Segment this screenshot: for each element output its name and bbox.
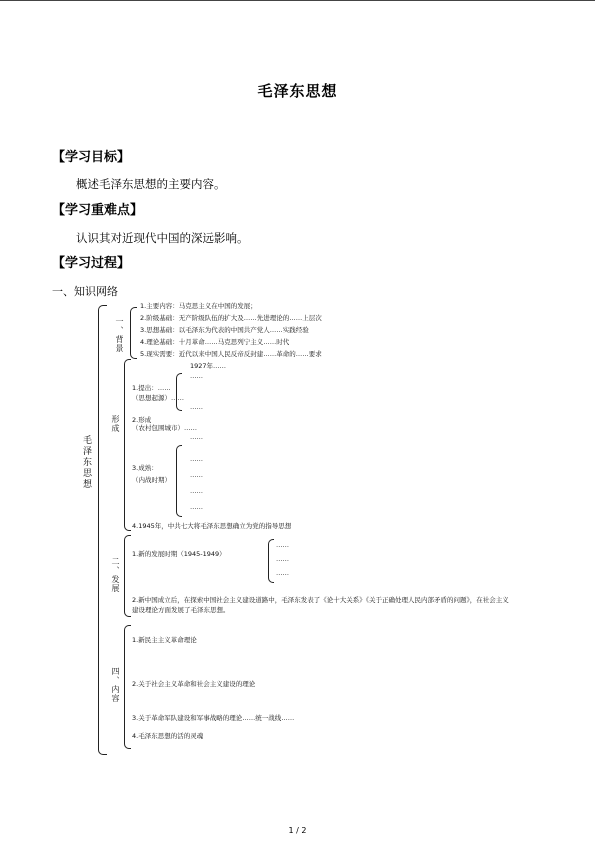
network-line: 3.成熟： <box>132 464 158 472</box>
branch-bracket-1 <box>130 307 137 359</box>
network-line: 1.主要内容：马克思主义在中国的发展； <box>140 302 257 310</box>
network-line: 4.毛泽东思想的活的灵魂 <box>132 732 204 740</box>
branch-label-development: 二、发展 <box>111 557 120 593</box>
network-line: （农村包围城市）…… <box>132 424 197 432</box>
top-rule <box>0 0 595 1</box>
network-line: 2.关于社会主义革命和社会主义建设的理论 <box>132 680 256 688</box>
network-line: 1.提出：…… <box>132 384 171 392</box>
key-points-heading: 【学习重难点】 <box>52 203 144 218</box>
branch-label-background: 一、背景 <box>115 317 124 353</box>
network-line: 4.1945年，中共七大将毛泽东思想确立为党的指导思想 <box>132 522 292 530</box>
network-line: 2.新中国成立后，在探索中国社会主义建设道路中，毛泽东发表了《论十大关系》《关于正确处理人民内部矛盾的问题》，在社会主义建设理论方面发展了毛泽东思想。 <box>132 596 509 614</box>
network-line: …… <box>276 541 289 549</box>
network-line: …… <box>276 555 289 563</box>
network-line: 1.新民主主义革命理论 <box>132 636 197 644</box>
network-line: …… <box>190 372 203 380</box>
key-points-text: 认识其对近现代中国的深远影响。 <box>76 231 249 245</box>
learning-process-heading: 【学习过程】 <box>52 256 131 271</box>
branch-label-content: 四、内容 <box>111 667 120 703</box>
branch-bracket-4 <box>124 625 131 749</box>
network-line: （思想起源）…… <box>132 394 184 402</box>
learning-goal-heading: 【学习目标】 <box>52 150 131 165</box>
page-number: 1 / 2 <box>288 826 307 835</box>
network-line: …… <box>190 433 203 441</box>
branch-bracket-2 <box>124 359 131 531</box>
knowledge-network-label: 一、知识网络 <box>52 285 118 298</box>
network-line: 3.思想基础：以毛泽东为代表的中国共产党人……实践经验 <box>140 326 309 334</box>
root-label: 毛泽东思想 <box>81 435 91 490</box>
network-line: …… <box>190 455 203 463</box>
knowledge-network-diagram <box>80 295 540 765</box>
learning-goal-text: 概述毛泽东思想的主要内容。 <box>76 177 226 191</box>
network-line: 1.新的发展时期（1945-1949） <box>132 550 226 558</box>
network-line: 5.现实需要：近代以来中国人民反帝反封建……革命的……要求 <box>140 350 322 358</box>
sub-bracket <box>268 539 274 583</box>
network-line: （内战时期） <box>132 476 171 484</box>
network-line: …… <box>190 403 203 411</box>
network-line: …… <box>276 569 289 577</box>
network-line: 3.关于革命军队建设和军事战略的理论……统一战线…… <box>132 714 295 722</box>
sub-bracket <box>176 445 182 517</box>
sub-bracket <box>176 373 182 411</box>
network-line: …… <box>190 471 203 479</box>
network-line: …… <box>190 503 203 511</box>
network-line: …… <box>190 487 203 495</box>
branch-bracket-3 <box>124 535 131 617</box>
page-title: 毛泽东思想 <box>257 82 338 100</box>
network-line: 1927年…… <box>190 362 227 370</box>
network-line: 2.形成 <box>132 416 152 424</box>
network-line: 2.阶级基础：无产阶级队伍的扩大及……先进理论的……上层次 <box>140 314 322 322</box>
root-bracket <box>98 305 107 755</box>
network-line: 4.理论基础：十月革命……马克思列宁主义……时代 <box>140 338 290 346</box>
branch-label-formation: 形成 <box>111 415 120 433</box>
